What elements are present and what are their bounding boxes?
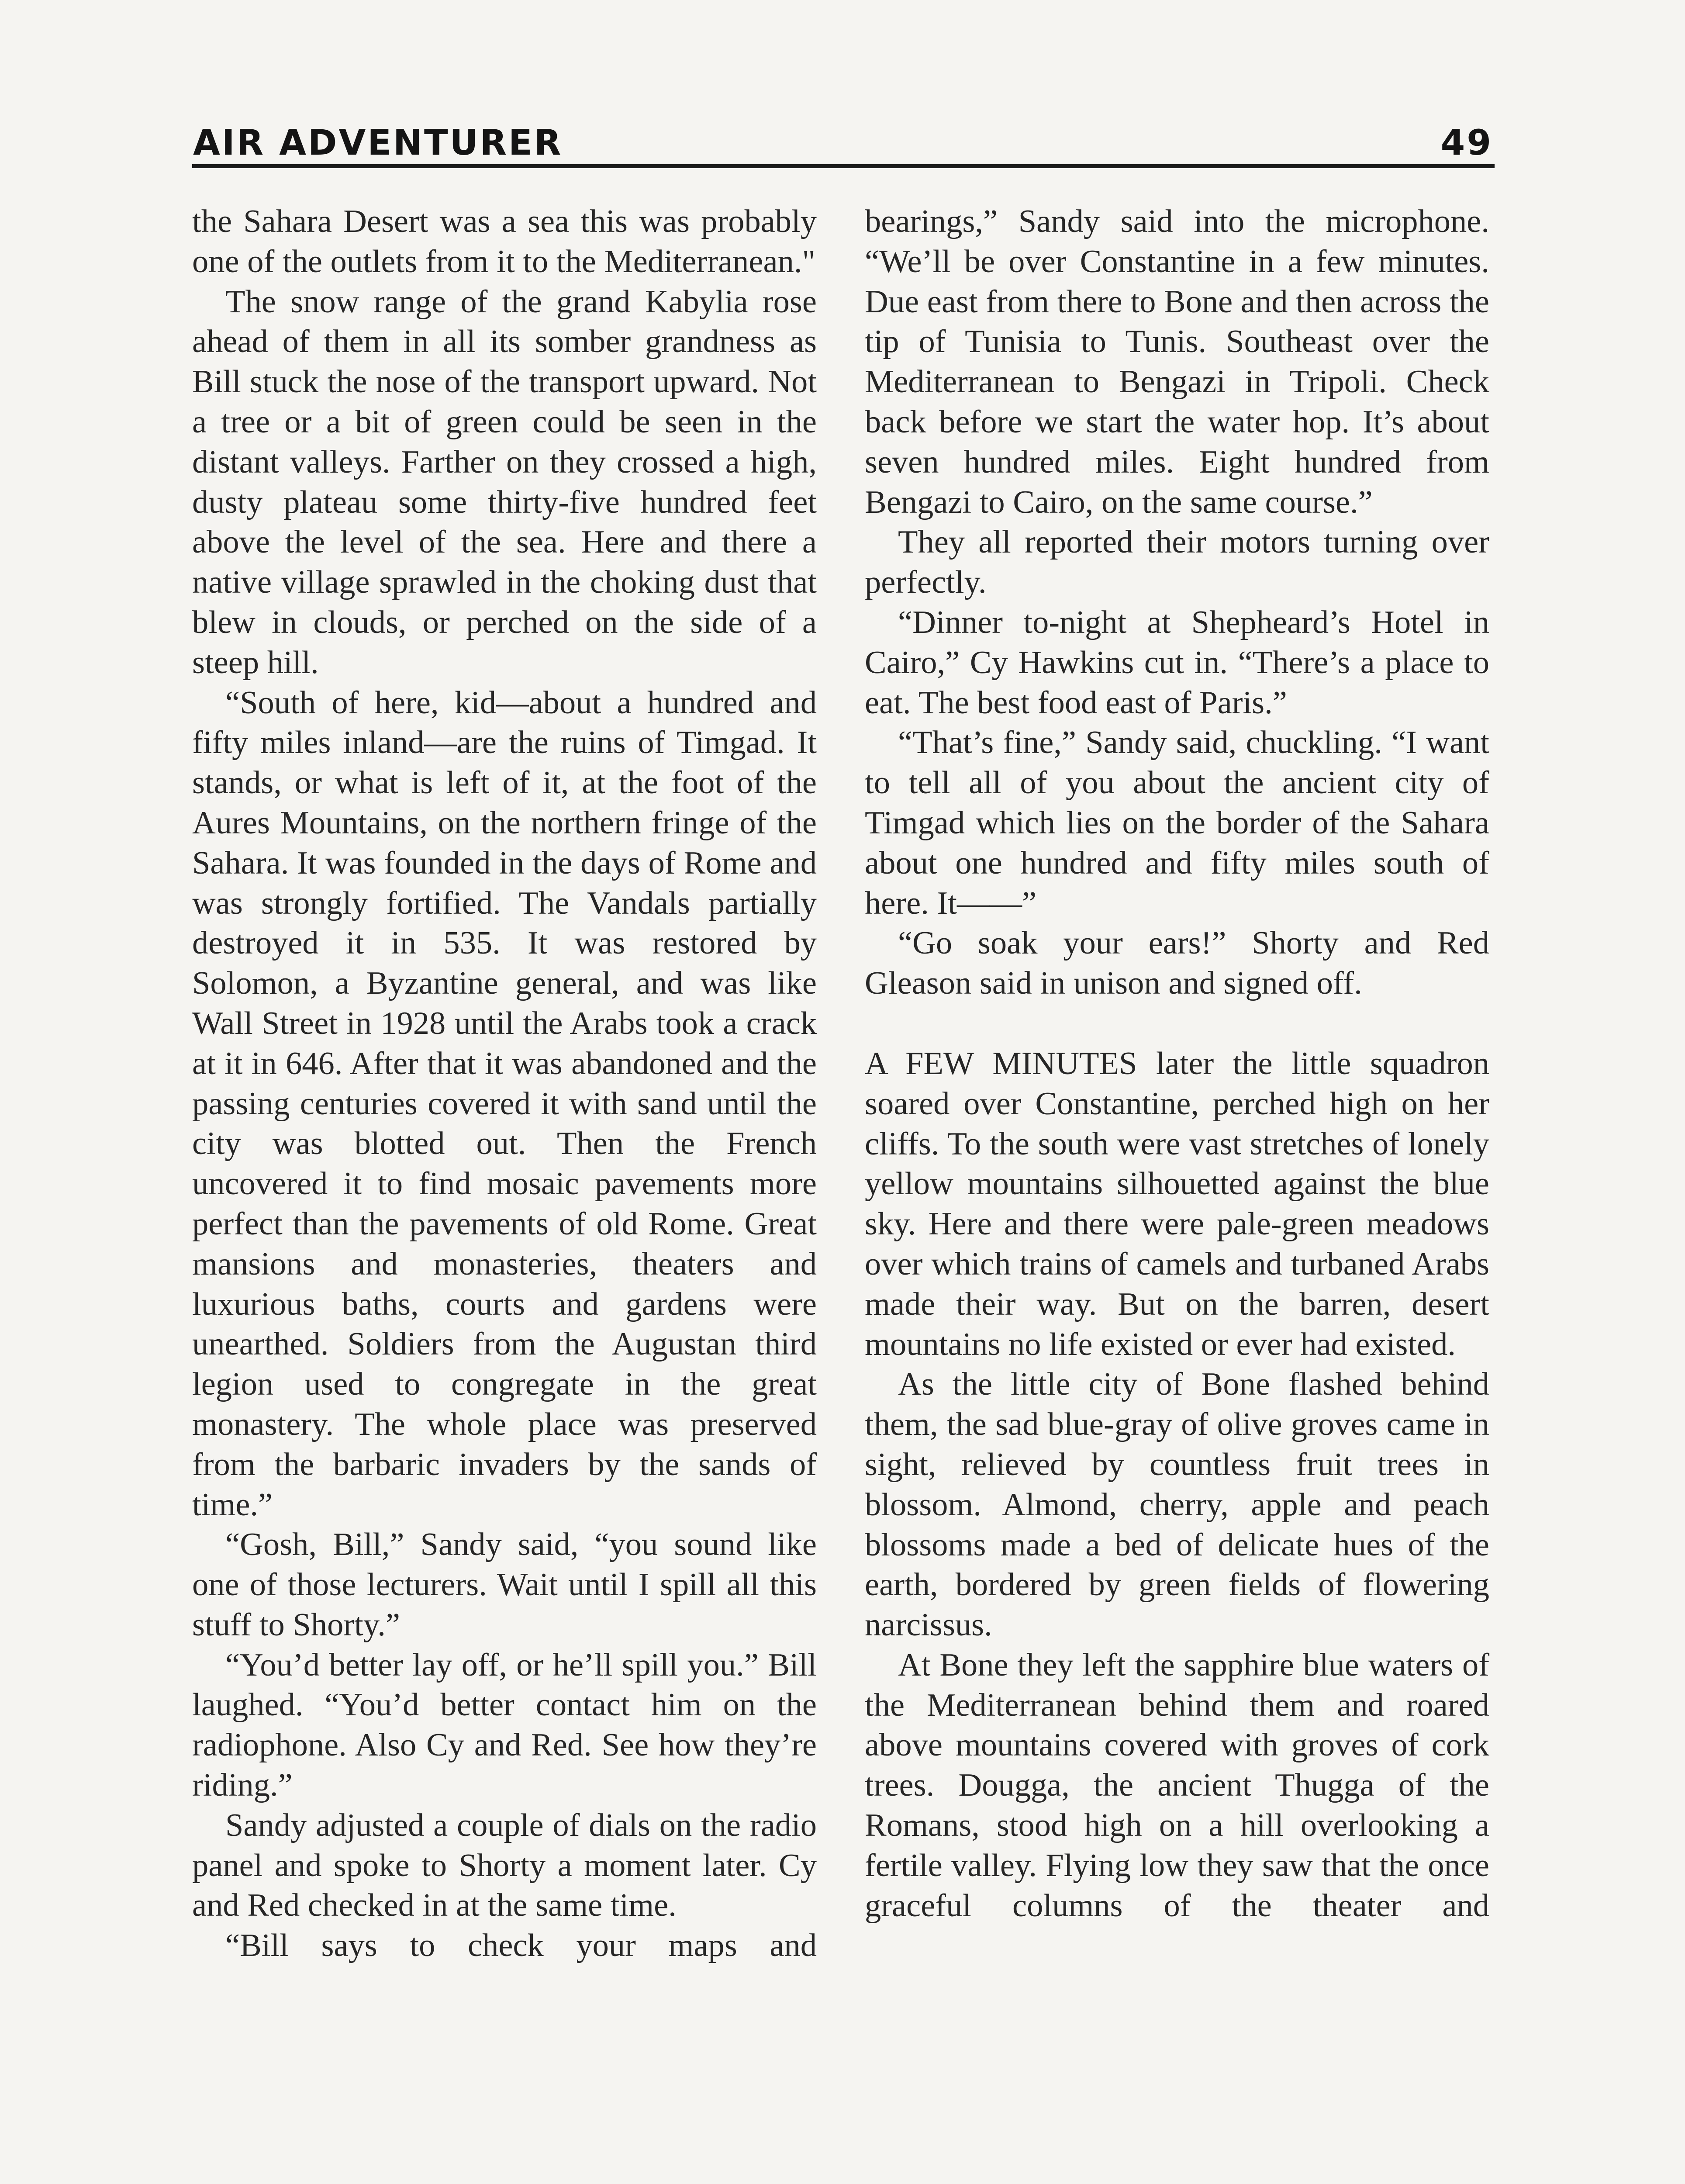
paragraph: “That’s fine,” Sandy said, chuckling. “I want to tell all of you about the ancient city of Timgad which lies on the border of the Sahara about one hundred and fifty miles south of here. It——” bbox=[865, 725, 1489, 921]
paragraph: the Sahara Desert was a sea this was probably one of the outlets from it to the Mediterranean." bbox=[192, 204, 817, 280]
paragraph: They all reported their motors turning over perfectly. bbox=[865, 524, 1489, 601]
left-column bbox=[192, 202, 817, 1966]
paragraph: “You’d better lay off, or he’ll spill you.” Bill laughed. “You’d better contact him on the radiophone. Also Cy and Red. See how they’re riding.” bbox=[192, 1647, 817, 1804]
paragraph: Sandy adjusted a couple of dials on the radio panel and spoke to Shorty a moment later. Cy and Red checked in at the same time. bbox=[192, 1807, 817, 1924]
magazine-title: AIR ADVENTURER bbox=[193, 122, 563, 163]
right-column bbox=[865, 202, 1489, 1926]
paragraph: “Go soak your ears!” Shorty and Red Gleason said in unison and signed off. bbox=[865, 925, 1489, 1002]
page-number: 49 bbox=[1440, 122, 1493, 163]
running-head bbox=[193, 116, 1493, 163]
paragraph: “Bill says to check your maps and bbox=[225, 1928, 817, 1964]
paragraph: “Dinner to-night at Shepheard’s Hotel in Cairo,” Cy Hawkins cut in. “There’s a place to eat. The best food east of Paris.” bbox=[865, 604, 1489, 721]
header-rule bbox=[192, 164, 1495, 168]
paragraph: bearings,” Sandy said into the microphone. “We’ll be over Constantine in a few minutes. Due east from there to Bone and then across the tip of Tunisia to Tunis. Southeast over the Mediterranean to Bengazi in Tripoli. Check back before we start the water hop. It’s about seven hundred miles. Eight hundred from Bengazi to Cairo, on the same course.” bbox=[865, 204, 1489, 520]
paragraph: “South of here, kid—about a hundred and fifty miles inland—are the ruins of Timgad. It stands, or what is left of it, at the foot of the Aures Mountains, on the northern fringe of the Sahara. It was founded in the days of Rome and was strongly fortified. The Vandals partially destroyed it in 535. It was restored by Solomon, a Byzantine general, and was like Wall Street in 1928 until the Arabs took a crack at it in 646. After that it was abandoned and the passing centuries covered it with sand until the city was blotted out. Then the French uncovered it to find mosaic pavements more perfect than the pavements of old Rome. Great mansions and monasteries, theaters and luxurious baths, courts and gardens were unearthed. Soldiers from the Augustan third legion used to congregate in the great monastery. The whole place was preserved from the barbaric invaders by the sands of time.” bbox=[192, 684, 817, 1523]
paragraph: As the little city of Bone flashed behind them, the sad blue-gray of olive groves came in sight, relieved by countless fruit trees in blossom. Almond, cherry, apple and peach blossoms made a bed of delicate hues of the earth, bordered by green fields of flowering narcissus. bbox=[865, 1366, 1489, 1643]
paragraph: The snow range of the grand Kabylia rose ahead of them in all its somber grandness as Bill stuck the nose of the transport upward. Not a tree or a bit of green could be seen in the distant valleys. Farther on they crossed a high, dusty plateau some thirty-five hundred feet above the level of the sea. Here and there a native village sprawled in the choking dust that blew in clouds, or perched on the side of a steep hill. bbox=[192, 283, 817, 681]
section-opening-paragraph: A FEW MINUTES later the little squadron soared over Constantine, perched high on her cliffs. To the south were vast stretches of lonely yellow mountains silhouetted against the blue sky. Here and there were pale-green meadows over which trains of camels and turbaned Arabs made their way. But on the barren, desert mountains no life existed or ever had existed. bbox=[865, 1045, 1489, 1362]
paragraph: At Bone they left the sapphire blue waters of the Mediterranean behind them and roared above mountains covered with groves of cork trees. Dougga, the ancient Thugga of the Romans, stood high on a hill overlooking a fertile valley. Flying low they saw that the once graceful columns of the theater and bbox=[865, 1647, 1489, 1924]
paragraph: “Gosh, Bill,” Sandy said, “you sound like one of those lecturers. Wait until I spill all this stuff to Shorty.” bbox=[192, 1527, 817, 1643]
